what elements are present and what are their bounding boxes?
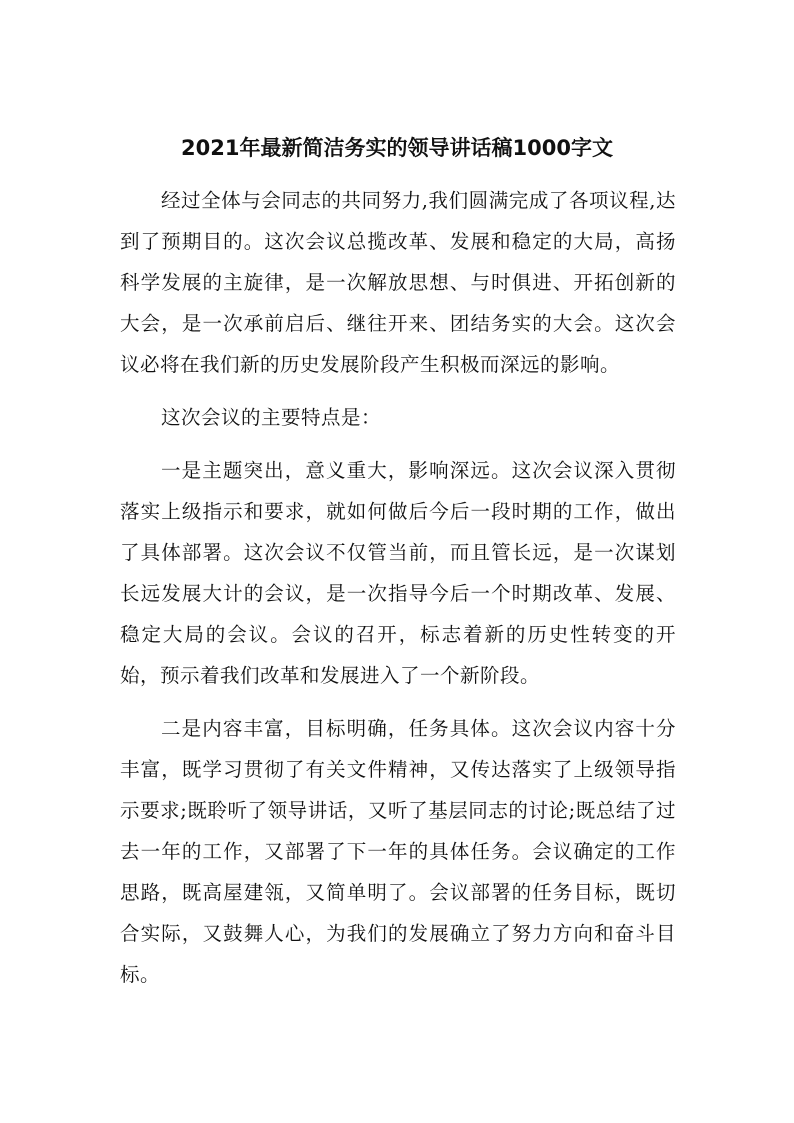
paragraph-4: 二是内容丰富，目标明确，任务具体。这次会议内容十分丰富，既学习贯彻了有关文件精神，又传达落实了上级领导指示要求;既聆听了领导讲话，又听了基层同志的讨论;既总结了过去一年的工作，又部署了下一年的具体任务。会议确定的工作思路，既高屋建瓴，又简单明了。会议部署的任务目标，既切合实际，又鼓舞人心，为我们的发展确立了努力方向和奋斗目标。 [120,717,676,986]
paragraph-2: 这次会议的主要特点是： [160,406,381,429]
paragraph-3: 一是主题突出，意义重大，影响深远。这次会议深入贯彻落实上级指示和要求，就如何做后今后一段时期的工作，做出了具体部署。这次会议不仅管当前，而且管长远，是一次谋划长远发展大计的会议，是一次指导今后一个时期改革、发展、稳定大局的会议。会议的召开，标志着新的历史性转变的开始，预示着我们改革和发展进入了一个新阶段。 [120,459,676,687]
document-body [120,180,676,1007]
paragraph-1: 经过全体与会同志的共同努力,我们圆满完成了各项议程,达到了预期目的。这次会议总揽改革、发展和稳定的大局，高扬科学发展的主旋律，是一次解放思想、与时俱进、开拓创新的大会，是一次承前启后、继往开来、团结务实的大会。这次会议必将在我们新的历史发展阶段产生积极而深远的影响。 [120,189,676,376]
document-title: 2021年最新简洁务实的领导讲话稿1000字文 [181,136,613,160]
